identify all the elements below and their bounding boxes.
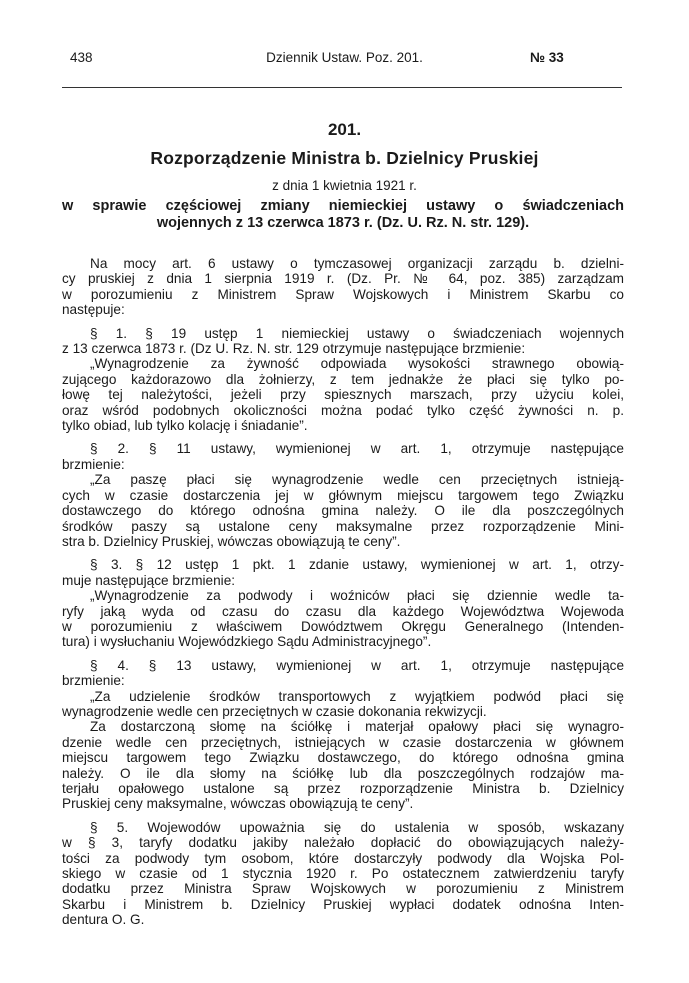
text-line: brzmienie:	[62, 673, 125, 689]
document-subject	[62, 198, 624, 232]
header-rule	[62, 87, 622, 88]
text-line: skiego w czasie od 1 stycznia 1920 r. Po ostatecznem zatwierdzeniu taryfy	[62, 866, 624, 882]
text-line: dentura O. G.	[62, 912, 145, 928]
text-line: „Wynagrodzenie za podwody i woźniców płaci się dziennie wedle ta-	[90, 588, 624, 604]
document-title: Rozporządzenie Ministra b. Dzielnicy Pruskiej	[150, 148, 539, 168]
text-line: Pruskiej ceny maksymalne, wówczas obowiązują te ceny”.	[62, 796, 414, 812]
text-line: łowę tej należytości, jeżeli przy spiesznych marszach, przy użyciu kolei,	[62, 387, 624, 403]
text-line: dostawczego do którego odnośna gmina należy. O ile dla poszczególnych	[62, 503, 624, 519]
text-line: środków paszy są ustalone ceny maksymalne przez rozporządzenie Mini-	[62, 518, 624, 534]
text-line: brzmienie:	[62, 456, 125, 472]
text-line: tości za podwody tym osobom, które dostarczyły podwody dla Wojska Pol-	[62, 850, 624, 866]
document-body	[62, 256, 624, 936]
paragraph	[62, 256, 624, 318]
text-line: cy pruskiej z dnia 1 sierpnia 1919 r. (Dz. Pr. № 64, poz. 385) zarządzam	[62, 271, 624, 287]
text-line: należy. O ile dla słomy na ściółkę lub dla poszczególnych rodzajów ma-	[62, 765, 624, 781]
text-line: muje następujące brzmienie:	[62, 572, 236, 588]
paragraph	[62, 658, 624, 689]
paragraph	[62, 356, 624, 433]
journal-title: Dziennik Ustaw. Poz. 201.	[266, 50, 423, 65]
paragraph	[62, 441, 624, 472]
text-line: § 1. § 19 ustęp 1 niemieckiej ustawy o świadczeniach wojennych	[90, 325, 624, 341]
text-line: dzenie wedle cen przeciętnych, istniejących w czasie dostarczenia w głównem	[62, 734, 624, 750]
text-line: Za dostarczoną słomę na ściółkę i materjał opałowy płaci się wynagro-	[90, 719, 624, 735]
text-line: § 5. Wojewodów upoważnia się do ustalenia w sposób, wskazany	[90, 819, 624, 835]
position-number: 201.	[327, 120, 362, 139]
paragraph	[62, 326, 624, 357]
text-line: terjału opałowego ustalone są przez rozporządzenie Ministra b. Dzielnicy	[62, 781, 624, 796]
text-line: z 13 czerwca 1873 r. (Dz U. Rz. N. str. 129 otrzymuje następujące brzmienie:	[62, 341, 526, 357]
text-line: § 4. § 13 ustawy, wymienionej w art. 1, otrzymuje następujące	[90, 657, 624, 673]
text-line: w porozumieniu z Ministrem Spraw Wojskowych i Ministrem Skarbu co	[62, 286, 624, 302]
text-line: „Za udzielenie środków transportowych z wyjątkiem podwód płaci się	[90, 688, 624, 704]
paragraph	[62, 820, 624, 928]
text-line: cych w czasie dostarczenia jej w głównym miejscu targowem tego Związku	[62, 487, 624, 503]
text-line: § 2. § 11 ustawy, wymienionej w art. 1, otrzymuje następujące	[90, 441, 624, 457]
text-line: zującego każdorazowo dla żołnierzy, z tem jednakże że płaci się tylko po-	[62, 371, 624, 387]
text-line: ryfy jaką wyda od czasu do czasu dla każdego Województwa Wojewoda	[62, 603, 624, 619]
text-line: „Za paszę płaci się wynagrodzenie wedle cen przeciętnych istnieją-	[90, 472, 624, 488]
paragraph	[62, 689, 624, 720]
paragraph	[62, 588, 624, 650]
text-line: dodatku przez Ministra Spraw Wojskowych w porozumieniu z Ministrem	[62, 881, 624, 897]
paragraph	[62, 557, 624, 588]
page-number: 438	[70, 50, 93, 65]
subject-line: w sprawie częściowej zmiany niemieckiej ustawy o świadczeniach	[62, 198, 624, 214]
text-line: § 3. § 12 ustęp 1 pkt. 1 zdanie ustawy, wymienionej w art. 1, otrzy-	[90, 557, 624, 573]
text-line: Skarbu i Ministrem b. Dzielnicy Pruskiej wypłaci dodatek odnośna Inten-	[62, 896, 624, 912]
paragraph	[62, 472, 624, 549]
text-line: w porozumieniu z właściwem Dowództwem Okręgu Generalnego (Intenden-	[62, 618, 624, 634]
text-line: w § 3, taryfy dodatku jakiby należało dopłacić do obowiązujących należy-	[62, 835, 624, 851]
text-line: Na mocy art. 6 ustawy o tymczasowej organizacji zarządu b. dzielni-	[90, 256, 624, 271]
text-line: miejscu targowem tego Związku dostawczego, do którego odnośna gmina	[62, 750, 624, 766]
text-line: stra b. Dzielnicy Pruskiej, wówczas obowiązują te ceny”.	[62, 533, 401, 549]
subject-line: wojennych z 13 czerwca 1873 r. (Dz. U. Rz. N. str. 129).	[156, 215, 530, 231]
issue-number: № 33	[530, 50, 564, 65]
text-line: oraz wśród podobnych okoliczności można podać tylko część żywności n. p.	[62, 402, 624, 418]
text-line: tura) i wysłuchaniu Wojewódzkiego Sądu Administracyjnego”.	[62, 634, 432, 650]
text-line: następuje:	[62, 302, 125, 318]
text-line: wynagrodzenie wedle cen przeciętnych w czasie dokonania rekwizycji.	[62, 703, 487, 719]
paragraph	[62, 719, 624, 811]
text-line: „Wynagrodzenie za żywność odpowiada wysokości strawnego obowią-	[90, 356, 624, 372]
document-date: z dnia 1 kwietnia 1921 r.	[272, 178, 417, 193]
text-line: tylko obiad, lub tylko kolację i śniadanie”.	[62, 418, 308, 434]
